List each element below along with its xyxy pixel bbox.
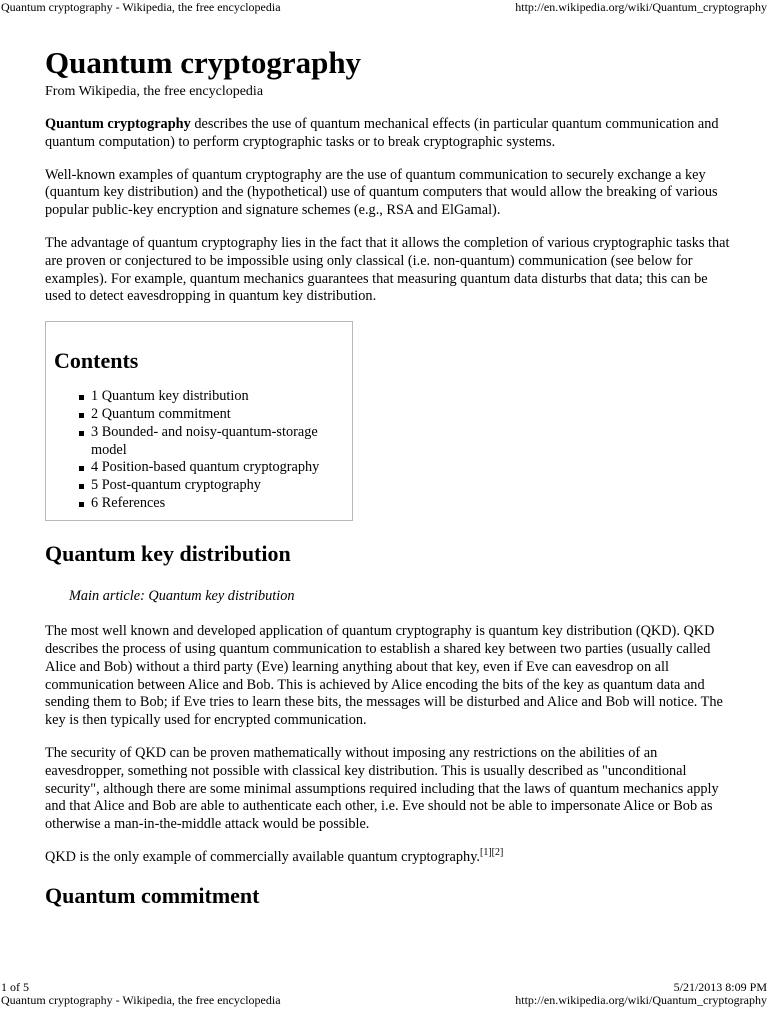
table-of-contents [45, 321, 353, 521]
page-title: Quantum cryptography [45, 45, 362, 80]
bullet-icon [79, 502, 84, 507]
section-heading-qkd: Quantum key distribution [45, 541, 291, 567]
qkd-paragraph-3: QKD is the only example of commercially available quantum cryptography.[1][2] [45, 847, 504, 865]
page-subtitle: From Wikipedia, the free encyclopedia [45, 84, 264, 99]
article-body [45, 45, 735, 909]
section-heading-commitment: Quantum commitment [45, 882, 260, 908]
reference-1[interactable]: [1] [480, 847, 492, 859]
toc-item[interactable]: 6 References [79, 495, 344, 513]
intro-term: Quantum cryptography [45, 116, 191, 132]
toc-item[interactable]: 4 Position-based quantum cryptography [79, 459, 344, 477]
print-timestamp: 5/21/2013 8:09 PM [673, 980, 767, 994]
bullet-icon [79, 395, 84, 400]
bullet-icon [79, 431, 84, 436]
toc-item[interactable]: 1 Quantum key distribution [79, 388, 344, 406]
bullet-icon [79, 466, 84, 471]
footer-url[interactable]: http://en.wikipedia.org/wiki/Quantum_cryptography [515, 993, 767, 1007]
bullet-icon [79, 484, 84, 489]
toc-title: Contents [54, 348, 139, 374]
toc-item[interactable]: 5 Post-quantum cryptography [79, 477, 344, 495]
page-counter: 1 of 5 [1, 980, 29, 994]
qkd-paragraph-1: The most well known and developed application of quantum cryptography is quantum key distribution (QKD). QKD describes the process of using quantum communication to establish a shared key between two parties (usually called Alice and Bob) without a third party (Eve) learning anything about that key, even if Eve can eavesdrop on all communication between Alice and Bob. This is achieved by Alice encoding the bits of the key as quantum data and sending them to Bob; if Eve tries to learn these bits, the messages will be disturbed and Alice and Bob will notice. The key is then typically used for encrypted communication. [45, 623, 723, 729]
footer-page-title: Quantum cryptography - Wikipedia, the free encyclopedia [1, 993, 281, 1007]
header-page-title: Quantum cryptography - Wikipedia, the free encyclopedia [1, 0, 281, 14]
reference-2[interactable]: [2] [491, 847, 504, 859]
paragraph-examples: Well-known examples of quantum cryptography are the use of quantum communication to securely exchange a key (quantum key distribution) and the (hypothetical) use of quantum computers that would allow the breaking of various popular public-key encryption and signature schemes (e.g., RSA and ElGamal). [45, 166, 718, 219]
bullet-icon [79, 413, 84, 418]
main-article-link[interactable]: Main article: Quantum key distribution [69, 588, 295, 605]
toc-list [54, 388, 344, 513]
qkd-paragraph-2: The security of QKD can be proven mathematically without imposing any restrictions on the abilities of an eavesdropper, something not possible with classical key distribution. This is usually described as "unconditional security", although there are some minimal assumptions required including that the laws of quantum mechanics apply and that Alice and Bob are able to authenticate each other, i.e. Eve should not be able to impersonate Alice or Bob as otherwise a man-in-the-middle attack would be possible. [45, 744, 719, 833]
intro-paragraph [45, 116, 735, 152]
paragraph-advantage: The advantage of quantum cryptography lies in the fact that it allows the completion of various cryptographic tasks that are proven or conjectured to be impossible using only classical (i.e. non-quantum) communication (see below for examples). For example, quantum mechanics guarantees that measuring quantum data disturbs that data; this can be used to detect eavesdropping in quantum key distribution. [45, 234, 730, 305]
toc-item[interactable]: 2 Quantum commitment [79, 406, 344, 424]
header-url[interactable]: http://en.wikipedia.org/wiki/Quantum_cryptography [515, 0, 767, 14]
toc-item[interactable]: 3 Bounded- and noisy-quantum-storage model [79, 424, 344, 460]
intro-text: describes the use of quantum mechanical effects (in particular quantum communication and quantum computation) to perform cryptographic tasks or to break cryptographic systems. [45, 116, 719, 150]
